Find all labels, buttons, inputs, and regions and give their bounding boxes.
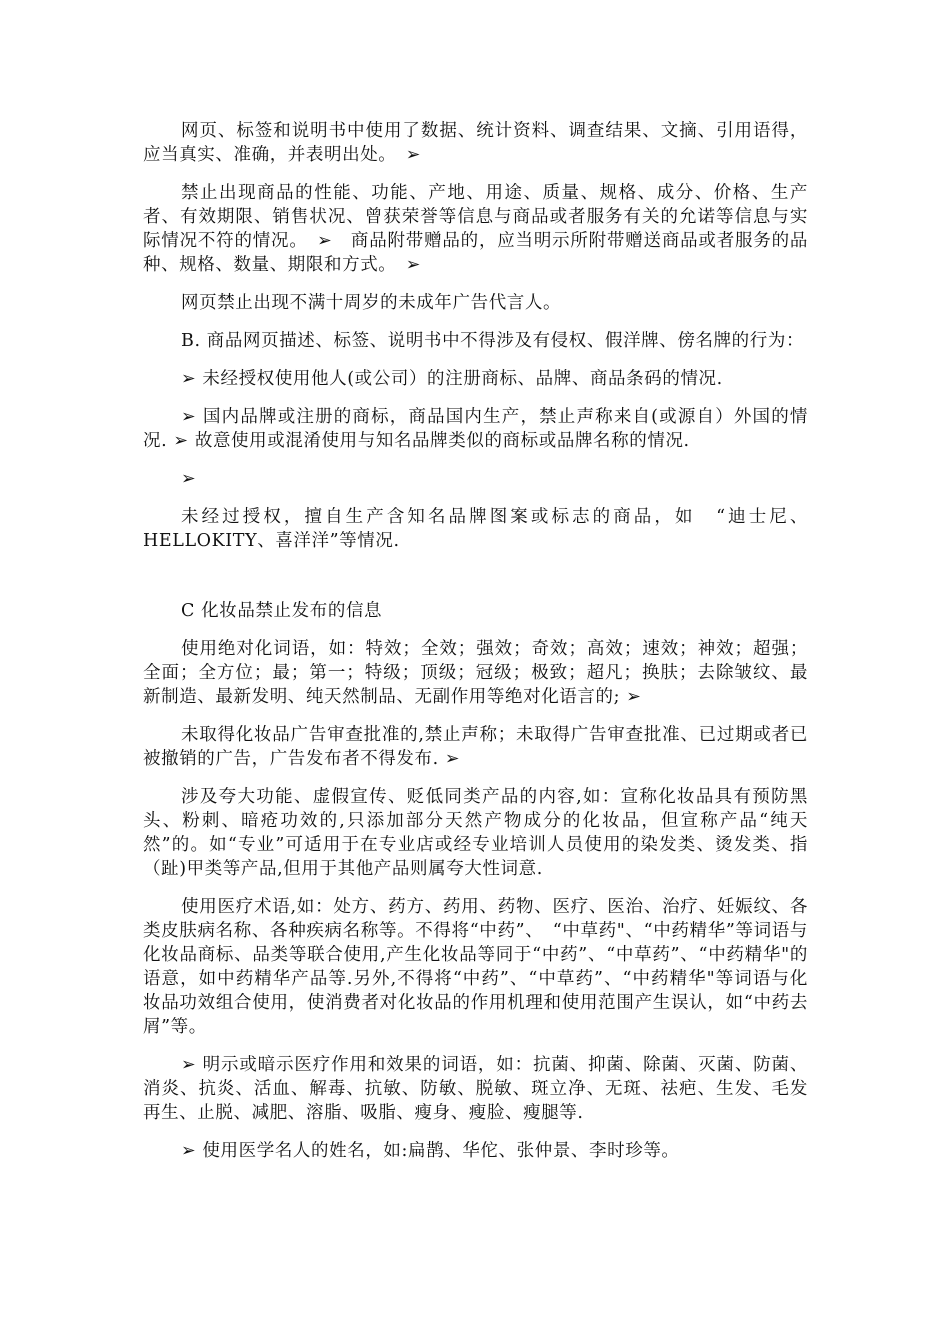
paragraph-data-sources: 网页、标签和说明书中使用了数据、统计资料、调查结果、文摘、引用语得，应当真实、准确，并表明出处。 ➢: [143, 121, 808, 165]
paragraph-medical-effects: ➢ 明示或暗示医疗作用和效果的词语，如：抗菌、抑菌、除菌、灭菌、防菌、消炎、抗炎、活血、解毒、抗敏、防敏、脱敏、斑立净、无斑、祛疤、生发、毛发再生、止脱、减肥、溶脂、吸脂、瘦身、瘦脸、瘦腿等.: [143, 1055, 808, 1123]
paragraph-minor-endorser: 网页禁止出现不满十周岁的未成年广告代言人。: [181, 293, 562, 313]
bullet-marker: ➢: [181, 469, 197, 489]
section-heading-b: B. 商品网页描述、标签、说明书中不得涉及有侵权、假洋牌、傍名牌的行为：: [181, 331, 805, 351]
paragraph-product-claims: 禁止出现商品的性能、功能、产地、用途、质量、规格、成分、价格、生产者、有效期限、销售状况、曾获荣誉等信息与商品或者服务有关的允诺等信息与实际情况不符的情况。 ➢ 商品附带赠品的，应当明示所附带赠送商品或者服务的品种、规格、数量、期限和方式。 ➢: [143, 183, 808, 275]
section-heading-c: C 化妆品禁止发布的信息: [181, 601, 383, 621]
paragraph-medical-names: ➢ 使用医学名人的姓名，如:扁鹊、华佗、张仲景、李时珍等。: [181, 1141, 680, 1161]
paragraph-exaggeration: 涉及夸大功能、虚假宣传、贬低同类产品的内容,如：宣称化妆品具有预防黑头、粉刺、暗疮功效的,只添加部分天然产物成分的化妆品，但宣称产品“纯天然”的。如“专业”可适用于在专业店或经专业培训人员使用的染发类、烫发类、指（趾)甲类等产品,但用于其他产品则属夸大性词意.: [143, 787, 808, 879]
paragraph-ad-approval: 未取得化妆品广告审查批准的,禁止声称；未取得广告审查批准、已过期或者已被撤销的广告，广告发布者不得发布. ➢: [143, 725, 808, 769]
paragraph-absolute-terms: 使用绝对化词语，如：特效；全效；强效；奇效；高效；速效；神效；超强；全面；全方位；最；第一；特级；顶级；冠级；极致；超凡；换肤；去除皱纹、最新制造、最新发明、纯天然制品、无副作用等绝对化语言的; ➢: [143, 639, 808, 707]
document-body: [143, 119, 808, 1177]
paragraph-trademark-use: ➢ 未经授权使用他人(或公司）的注册商标、品牌、商品条码的情况.: [181, 369, 723, 389]
paragraph-domestic-brand: ➢ 国内品牌或注册的商标，商品国内生产，禁止声称来自(或源自）外国的情况. ➢ 故意使用或混淆使用与知名品牌类似的商标或品牌名称的情况.: [143, 407, 808, 451]
paragraph-medical-terms: 使用医疗术语,如：处方、药方、药用、药物、医疗、医治、治疗、妊娠纹、各类皮肤病名称、各种疾病名称等。不得将“中药”、 “中草药"、“中药精华”等词语与化妆品商标、品类等联合使用,产生化妆品等同于“中药”、“中草药”、“中药精华"的语意，如中药精华产品等.另外,不得将“中药”、“中草药”、“中药精华"等词语与化妆品功效组合使用，使消费者对化妆品的作用机理和使用范围产生误认，如“中药去屑”等。: [143, 897, 808, 1037]
paragraph-unauthorized-pattern: 未经过授权，擅自生产含知名品牌图案或标志的商品，如 “迪士尼、HELLOKITY、喜洋洋”等情况.: [143, 507, 808, 551]
